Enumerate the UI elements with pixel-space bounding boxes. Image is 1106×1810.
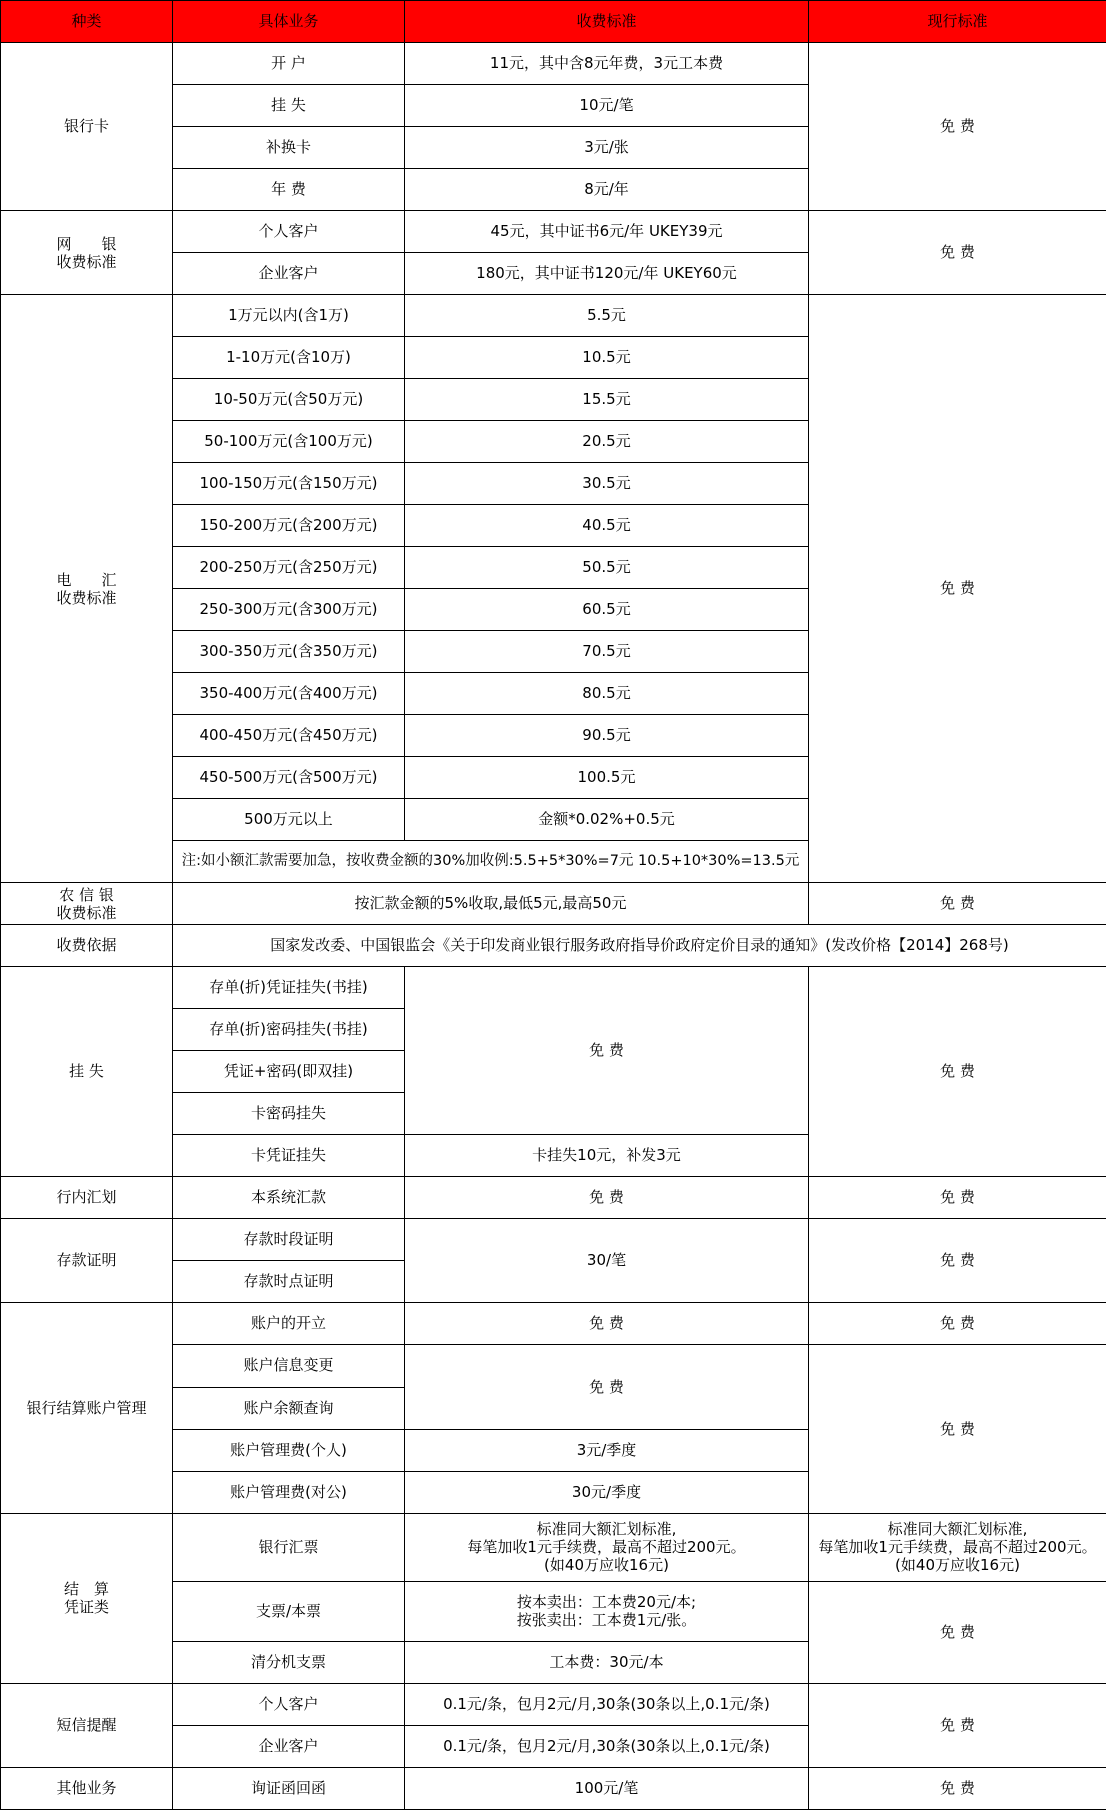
- fee-cell: 标准同大额汇划标准, 每笔加收1元手续费，最高不超过200元。 (如40万应收16元): [405, 1513, 809, 1581]
- fee-cell: 45元，其中证书6元/年 UKEY39元: [405, 211, 809, 253]
- fee-cell: 0.1元/条，包月2元/月,30条(30条以上,0.1元/条): [405, 1725, 809, 1767]
- item-cell: 300-350万元(含350万元): [173, 631, 405, 673]
- item-cell: 账户管理费(对公): [173, 1471, 405, 1513]
- item-cell: 补换卡: [173, 127, 405, 169]
- item-cell: 个人客户: [173, 1683, 405, 1725]
- fee-cell: 5.5元: [405, 295, 809, 337]
- item-cell: 支票/本票: [173, 1581, 405, 1641]
- category-rural: 农 信 银 收费标准: [1, 883, 173, 925]
- item-cell: 存款时点证明: [173, 1261, 405, 1303]
- fee-cell: 按本卖出：工本费20元/本; 按张卖出：工本费1元/张。: [405, 1581, 809, 1641]
- item-cell: 账户信息变更: [173, 1345, 405, 1387]
- current-cell: 免 费: [809, 1177, 1106, 1219]
- table-row: [1, 1177, 1106, 1219]
- item-cell: 本系统汇款: [173, 1177, 405, 1219]
- table-row: [1, 43, 1106, 85]
- basis-text: 国家发改委、中国银监会《关于印发商业银行服务政府指导价政府定价目录的通知》(发改价格【2014】268号): [173, 925, 1106, 967]
- item-cell: 350-400万元(含400万元): [173, 673, 405, 715]
- category-deposit: 存款证明: [1, 1219, 173, 1303]
- item-cell: 存单(折)密码挂失(书挂): [173, 1009, 405, 1051]
- fee-cell: 70.5元: [405, 631, 809, 673]
- current-cell: 免 费: [809, 1581, 1106, 1683]
- category-other: 其他业务: [1, 1767, 173, 1809]
- current-cell: 免 费: [809, 211, 1106, 295]
- fee-cell: 0.1元/条，包月2元/月,30条(30条以上,0.1元/条): [405, 1683, 809, 1725]
- item-cell: 清分机支票: [173, 1641, 405, 1683]
- item-cell: 账户的开立: [173, 1303, 405, 1345]
- fee-cell: 免 费: [405, 967, 809, 1135]
- fee-cell: 免 费: [405, 1177, 809, 1219]
- header-item: 具体业务: [173, 1, 405, 43]
- category-loss: 挂 失: [1, 967, 173, 1177]
- category-sms: 短信提醒: [1, 1683, 173, 1767]
- item-cell: 开 户: [173, 43, 405, 85]
- table-row: [1, 925, 1106, 967]
- item-cell: 10-50万元(含50万元): [173, 379, 405, 421]
- category-internal: 行内汇划: [1, 1177, 173, 1219]
- item-cell: 个人客户: [173, 211, 405, 253]
- item-cell: 50-100万元(含100万元): [173, 421, 405, 463]
- item-cell: 询证函回函: [173, 1767, 405, 1809]
- table-row: [1, 1767, 1106, 1809]
- table-row: [1, 211, 1106, 253]
- item-cell: 年 费: [173, 169, 405, 211]
- category-ebank: 网 银 收费标准: [1, 211, 173, 295]
- current-cell: 免 费: [809, 295, 1106, 883]
- item-cell: 卡密码挂失: [173, 1093, 405, 1135]
- fee-cell: 40.5元: [405, 505, 809, 547]
- fee-cell: 60.5元: [405, 589, 809, 631]
- item-cell: 企业客户: [173, 1725, 405, 1767]
- item-cell: 企业客户: [173, 253, 405, 295]
- fee-cell: 20.5元: [405, 421, 809, 463]
- table-row: [1, 883, 1106, 925]
- header-row: [1, 1, 1106, 43]
- item-cell: 存单(折)凭证挂失(书挂): [173, 967, 405, 1009]
- fee-cell: 90.5元: [405, 715, 809, 757]
- item-cell: 500万元以上: [173, 799, 405, 841]
- item-cell: 银行汇票: [173, 1513, 405, 1581]
- table-row: [1, 1513, 1106, 1581]
- item-cell: 150-200万元(含200万元): [173, 505, 405, 547]
- fee-cell: 10.5元: [405, 337, 809, 379]
- fee-cell: 15.5元: [405, 379, 809, 421]
- current-cell: 标准同大额汇划标准, 每笔加收1元手续费，最高不超过200元。 (如40万应收16元): [809, 1513, 1106, 1581]
- item-cell: 1万元以内(含1万): [173, 295, 405, 337]
- table-row: [1, 967, 1106, 1009]
- item-cell: 账户余额查询: [173, 1387, 405, 1429]
- table-row: [1, 1683, 1106, 1725]
- item-cell: 卡凭证挂失: [173, 1135, 405, 1177]
- fee-cell: 30元/季度: [405, 1471, 809, 1513]
- fee-cell: 金额*0.02%+0.5元: [405, 799, 809, 841]
- category-basis: 收费依据: [1, 925, 173, 967]
- fee-cell: 3元/张: [405, 127, 809, 169]
- table-row: [1, 295, 1106, 337]
- fee-cell: 30.5元: [405, 463, 809, 505]
- wire-note: 注:如小额汇款需要加急，按收费金额的30%加收例:5.5+5*30%=7元 10.5+10*30%=13.5元: [173, 841, 809, 883]
- fee-cell: 卡挂失10元，补发3元: [405, 1135, 809, 1177]
- item-cell: 200-250万元(含250万元): [173, 547, 405, 589]
- fee-cell: 免 费: [405, 1303, 809, 1345]
- fee-cell: 10元/笔: [405, 85, 809, 127]
- current-cell: 免 费: [809, 1767, 1106, 1809]
- fee-cell: 30/笔: [405, 1219, 809, 1303]
- header-current: 现行标准: [809, 1, 1106, 43]
- category-bank-card: 银行卡: [1, 43, 173, 211]
- item-cell: 100-150万元(含150万元): [173, 463, 405, 505]
- fee-cell: 80.5元: [405, 673, 809, 715]
- table-row: [1, 1219, 1106, 1261]
- category-voucher: 结 算 凭证类: [1, 1513, 173, 1683]
- table-row: [1, 1303, 1106, 1345]
- fee-cell: 100.5元: [405, 757, 809, 799]
- fee-cell: 免 费: [405, 1345, 809, 1429]
- current-cell: 免 费: [809, 1683, 1106, 1767]
- header-standard: 收费标准: [405, 1, 809, 43]
- item-cell: 存款时段证明: [173, 1219, 405, 1261]
- header-category: 种类: [1, 1, 173, 43]
- item-cell: 1-10万元(含10万): [173, 337, 405, 379]
- current-cell: 免 费: [809, 43, 1106, 211]
- item-cell: 250-300万元(含300万元): [173, 589, 405, 631]
- fee-cell: 工本费：30元/本: [405, 1641, 809, 1683]
- fee-cell: 11元，其中含8元年费，3元工本费: [405, 43, 809, 85]
- fee-cell: 100元/笔: [405, 1767, 809, 1809]
- item-cell: 挂 失: [173, 85, 405, 127]
- item-cell: 400-450万元(含450万元): [173, 715, 405, 757]
- current-cell: 免 费: [809, 1345, 1106, 1513]
- current-cell: 免 费: [809, 1303, 1106, 1345]
- fee-cell: 8元/年: [405, 169, 809, 211]
- item-cell: 450-500万元(含500万元): [173, 757, 405, 799]
- current-cell: 免 费: [809, 883, 1106, 925]
- category-account: 银行结算账户管理: [1, 1303, 173, 1513]
- category-wire: 电 汇 收费标准: [1, 295, 173, 883]
- current-cell: 免 费: [809, 967, 1106, 1177]
- current-cell: 免 费: [809, 1219, 1106, 1303]
- fee-cell: 按汇款金额的5%收取,最低5元,最高50元: [173, 883, 809, 925]
- item-cell: 凭证+密码(即双挂): [173, 1051, 405, 1093]
- fee-cell: 3元/季度: [405, 1429, 809, 1471]
- item-cell: 账户管理费(个人): [173, 1429, 405, 1471]
- fee-cell: 180元，其中证书120元/年 UKEY60元: [405, 253, 809, 295]
- fee-cell: 50.5元: [405, 547, 809, 589]
